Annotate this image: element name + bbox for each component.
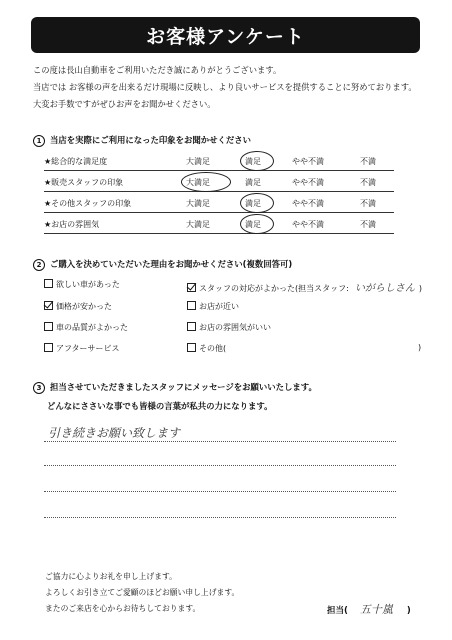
checkbox[interactable] [44,279,53,288]
footer-line-3: またのご来店を心からお待ちしております。 [45,604,201,613]
staff-signature [327,601,411,617]
rating-option[interactable]: やや不満 [292,178,324,187]
reason-label: 欲しい車があった [56,280,120,289]
staff-handwritten-name: 五十嵐 [359,603,393,616]
rating-option[interactable]: 不満 [360,199,376,208]
message-line [44,441,396,442]
question-3-subtext: どんなにささいな事でも皆様の言葉が私共の力になります。 [47,401,273,411]
survey-title: お客様アンケート [31,17,420,53]
rating-row-label: ★総合的な満足度 [44,157,108,166]
reason-label: 価格が安かった [56,302,112,311]
question-3-text: 担当させていただきましたスタッフにメッセージをお願いいたします。 [50,382,317,392]
rating-option[interactable]: 満足 [245,178,261,187]
question-1-text: 当店を実際にご利用になった印象をお聞かせください [50,135,251,145]
rating-row [44,194,394,213]
selected-option-circle [240,151,274,171]
rating-row-label: ★その他スタッフの印象 [44,199,132,208]
rating-option[interactable]: 大満足 [186,199,210,208]
checkbox[interactable] [44,322,53,331]
intro-line-2: 当店では お客様の声を出来るだけ現場に反映し、より良いサービスを提供することに努めております。 [33,82,417,92]
reason-label: その他( [199,344,227,353]
rating-option[interactable]: やや不満 [292,220,324,229]
question-2 [33,258,292,271]
question-2-text: ご購入を決めていただいた理由をお聞かせください(複数回答可) [50,259,293,269]
intro-line-1: この度は長山自動車をご利用いただき誠にありがとうございます。 [33,65,282,75]
question-3 [33,381,317,394]
selected-option-circle [240,193,274,213]
reason-label: お店の雰囲気がいい [199,323,271,332]
reason-label: お店が近い [199,302,239,311]
reason-after-service[interactable] [44,343,119,354]
reason-want-car[interactable] [44,279,120,290]
message-line [44,491,396,492]
rating-option[interactable]: 大満足 [186,220,210,229]
question-1 [33,134,251,147]
reason-label: 車の品質がよかった [56,323,128,332]
checkbox[interactable] [187,322,196,331]
rating-row [44,215,394,234]
rating-row-label: ★お店の雰囲気 [44,220,100,229]
intro-line-3: 大変お手数ですがぜひお声をお聞かせください。 [33,99,216,109]
selected-option-circle [181,172,231,192]
rating-row-label: ★販売スタッフの印象 [44,178,124,187]
footer-line-1: ご協力に心よりお礼を申し上げます。 [45,572,177,581]
question-3-number: 3 [33,382,45,394]
rating-option[interactable]: 満足 [245,157,261,166]
rating-option[interactable]: 満足 [245,220,261,229]
message-line [44,465,396,466]
reason-other[interactable] [187,343,226,354]
reason-store-near[interactable] [187,301,239,312]
rating-row [44,152,394,171]
reason-price[interactable] [44,301,112,312]
staff-handwritten-name: いがらしさん [354,283,415,294]
rating-option[interactable]: 不満 [360,178,376,187]
rating-option[interactable]: 大満足 [186,157,210,166]
checkbox-checked[interactable] [44,301,53,310]
checkbox[interactable] [187,343,196,352]
checkbox[interactable] [187,301,196,310]
staff-label: 担当( [327,606,348,616]
rating-option[interactable]: 不満 [360,220,376,229]
selected-option-circle [240,214,274,234]
reason-label: スタッフの対応がよかった(担当スタッフ: [199,284,349,293]
reason-close-paren: ) [418,284,422,293]
staff-close-paren: ) [406,606,411,616]
question-1-number: 1 [33,135,45,147]
reason-other-close-paren: ) [418,343,422,352]
reason-car-quality[interactable] [44,322,128,333]
reason-label: アフターサービス [56,344,120,353]
checkbox[interactable] [44,343,53,352]
rating-option[interactable]: 不満 [360,157,376,166]
reason-staff-response[interactable] [187,279,422,294]
message-line [44,517,396,518]
rating-option[interactable]: 大満足 [186,178,210,187]
handwritten-message[interactable]: 引き続きお願い致します [48,426,181,440]
checkbox-checked[interactable] [187,283,196,292]
rating-option[interactable]: 満足 [245,199,261,208]
reason-store-atmosphere[interactable] [187,322,271,333]
footer-line-2: よろしくお引き立てご愛顧のほどお願い申し上げます。 [45,588,240,597]
question-2-number: 2 [33,259,45,271]
rating-row [44,173,394,192]
rating-option[interactable]: やや不満 [292,157,324,166]
rating-option[interactable]: やや不満 [292,199,324,208]
